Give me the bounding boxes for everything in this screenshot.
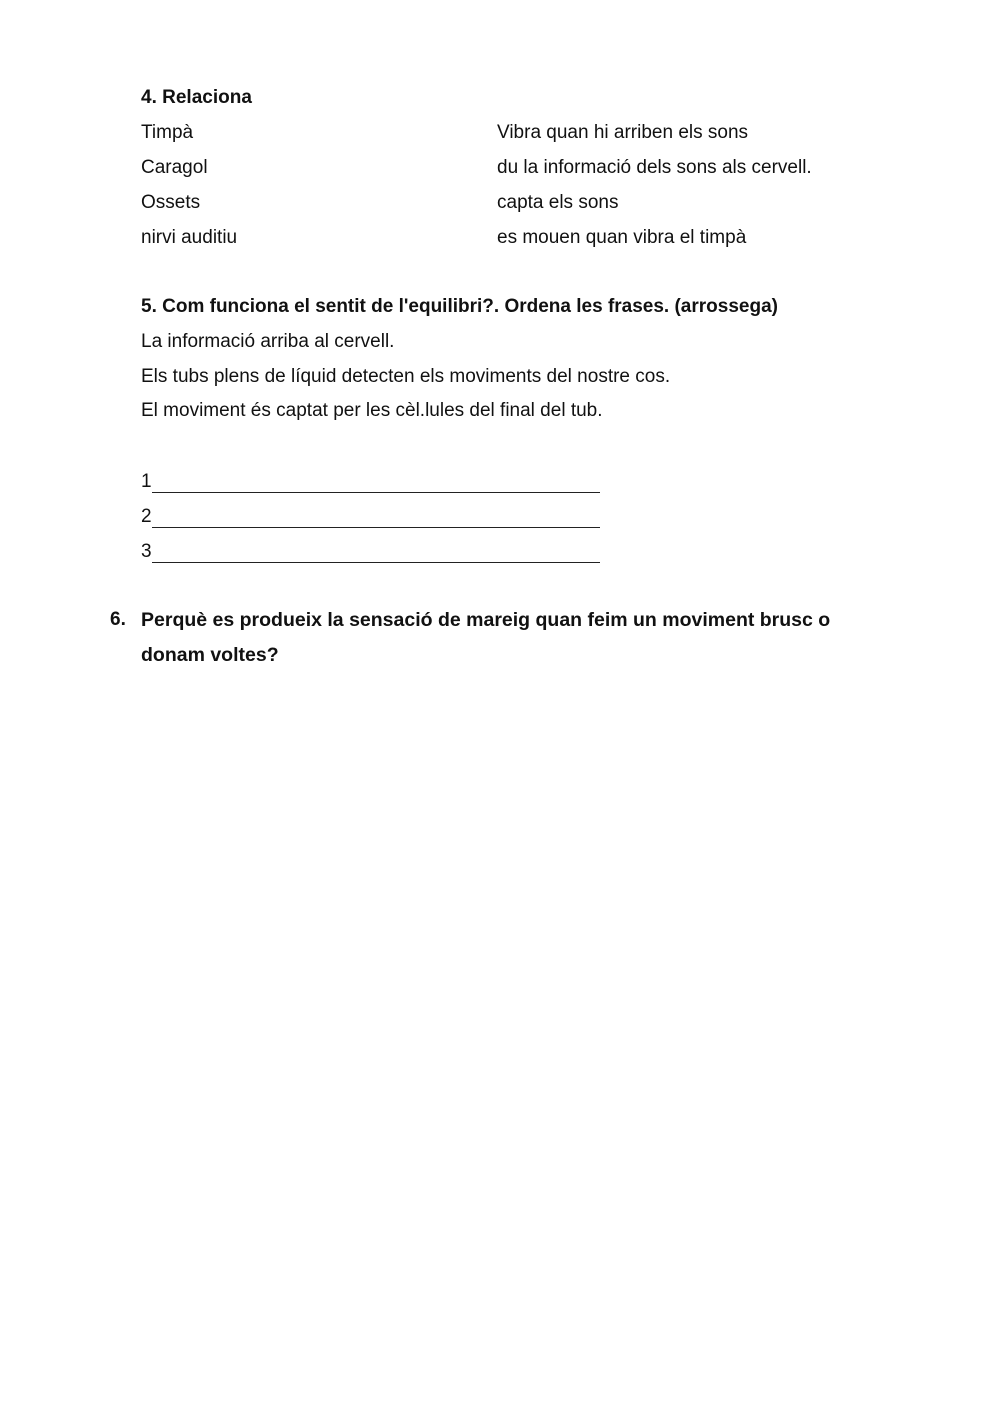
q5-answer-row [141,470,600,493]
q5-title: 5. Com funciona el sentit de l'equilibri?. Ordena les frases. (arrossega) [141,296,778,317]
q5-drop-slot[interactable] [152,540,600,563]
q6-number: 6. [110,609,126,630]
q6-question-line: donam voltes? [141,644,279,666]
q4-left-item[interactable]: Caragol [141,157,208,178]
q6-question-line: Perquè es produeix la sensació de mareig quan feim un moviment brusc o [141,609,831,631]
q5-draggable-sentence[interactable]: Els tubs plens de líquid detecten els moviments del nostre cos. [141,366,671,387]
q5-answer-number: 3 [141,541,152,562]
q5-answer-number: 2 [141,506,152,527]
q4-right-item[interactable]: du la informació dels sons als cervell. [497,157,812,178]
q4-title: 4. Relaciona [141,87,252,108]
q4-right-item[interactable]: capta els sons [497,192,619,213]
q5-draggable-sentence[interactable]: La informació arriba al cervell. [141,331,395,352]
q4-right-item[interactable]: Vibra quan hi arriben els sons [497,122,749,143]
q4-left-item[interactable]: Timpà [141,122,194,143]
q4-left-item[interactable]: nirvi auditiu [141,227,238,248]
q5-drop-slot[interactable] [152,470,600,493]
q5-answer-row [141,505,600,528]
q5-drop-slot[interactable] [152,505,600,528]
q5-answer-row [141,540,600,563]
q5-draggable-sentence[interactable]: El moviment és captat per les cèl.lules del final del tub. [141,400,603,421]
q5-answer-number: 1 [141,471,152,492]
q4-right-item[interactable]: es mouen quan vibra el timpà [497,227,747,248]
q4-left-item[interactable]: Ossets [141,192,201,213]
